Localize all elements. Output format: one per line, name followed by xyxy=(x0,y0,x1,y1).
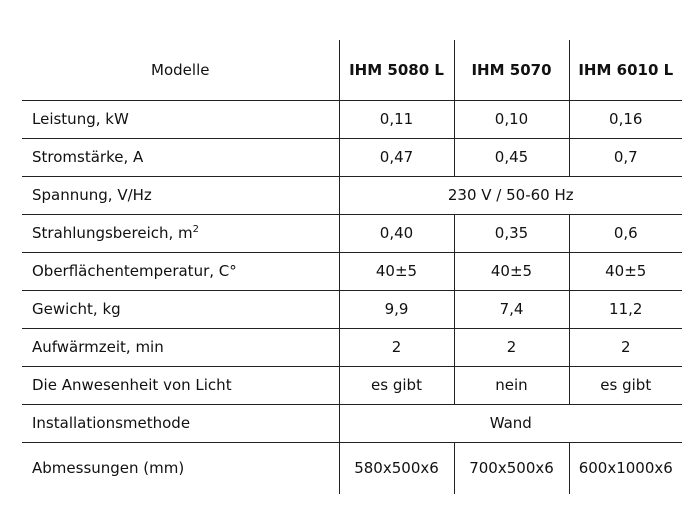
row-value: 0,10 xyxy=(454,100,569,138)
row-label: Abmessungen (mm) xyxy=(22,442,339,494)
row-label: Oberflächentemperatur, C° xyxy=(22,252,339,290)
row-value: 580x500x6 xyxy=(339,442,454,494)
table-row xyxy=(22,100,682,138)
row-label-text: Strahlungsbereich, m xyxy=(32,224,193,242)
row-label xyxy=(22,214,339,252)
row-label-superscript: 2 xyxy=(192,224,200,235)
row-value: 40±5 xyxy=(569,252,682,290)
row-value: 2 xyxy=(454,328,569,366)
row-value: 0,35 xyxy=(454,214,569,252)
row-value: 40±5 xyxy=(339,252,454,290)
row-value: 9,9 xyxy=(339,290,454,328)
row-value: 2 xyxy=(339,328,454,366)
row-value: 0,7 xyxy=(569,138,682,176)
row-label: Stromstärke, A xyxy=(22,138,339,176)
row-value: 2 xyxy=(569,328,682,366)
row-label: Installationsmethode xyxy=(22,404,339,442)
table-row xyxy=(22,290,682,328)
table-row xyxy=(22,176,682,214)
row-value: 40±5 xyxy=(454,252,569,290)
row-value: 0,45 xyxy=(454,138,569,176)
row-label: Gewicht, kg xyxy=(22,290,339,328)
table-row xyxy=(22,366,682,404)
row-label: Aufwärmzeit, min xyxy=(22,328,339,366)
row-value: 700x500x6 xyxy=(454,442,569,494)
row-value: 600x1000x6 xyxy=(569,442,682,494)
row-value: nein xyxy=(454,366,569,404)
header-label: Modelle xyxy=(22,40,339,100)
row-value: es gibt xyxy=(339,366,454,404)
row-value: 0,47 xyxy=(339,138,454,176)
row-value: 0,40 xyxy=(339,214,454,252)
table-row xyxy=(22,442,682,494)
table-row xyxy=(22,404,682,442)
row-value: 11,2 xyxy=(569,290,682,328)
header-model-2: IHM 5070 xyxy=(454,40,569,100)
row-label: Spannung, V/Hz xyxy=(22,176,339,214)
row-merged-value: 230 V / 50-60 Hz xyxy=(339,176,682,214)
row-value: 0,11 xyxy=(339,100,454,138)
header-model-1: IHM 5080 L xyxy=(339,40,454,100)
table-row xyxy=(22,214,682,252)
table-row xyxy=(22,138,682,176)
row-value: 7,4 xyxy=(454,290,569,328)
row-label: Leistung, kW xyxy=(22,100,339,138)
row-merged-value: Wand xyxy=(339,404,682,442)
spec-table xyxy=(22,40,682,494)
header-model-3: IHM 6010 L xyxy=(569,40,682,100)
row-value: 0,6 xyxy=(569,214,682,252)
row-value: es gibt xyxy=(569,366,682,404)
table-row xyxy=(22,328,682,366)
table-header-row xyxy=(22,40,682,100)
row-value: 0,16 xyxy=(569,100,682,138)
table-row xyxy=(22,252,682,290)
row-label: Die Anwesenheit von Licht xyxy=(22,366,339,404)
